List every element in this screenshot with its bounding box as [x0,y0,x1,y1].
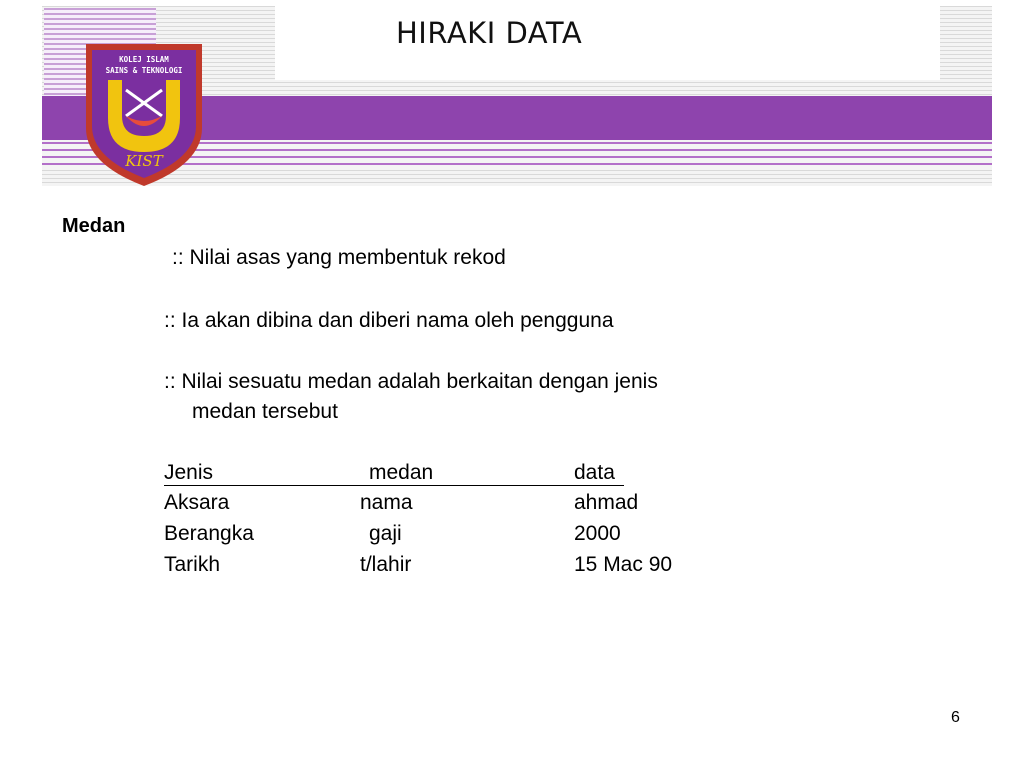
table-cell: nama [360,491,413,514]
bullet-2: :: Ia akan dibina dan diberi nama oleh pengguna [164,309,614,332]
kist-logo-shield [82,40,206,188]
bullet-3-continuation: medan tersebut [192,400,338,423]
logo-line2: SAINS & TEKNOLOGI [105,66,183,75]
logo-line1: KOLEJ ISLAM [119,55,169,64]
table-cell: ahmad [574,491,639,514]
table-cell: 2000 [574,522,621,545]
table-cell: Aksara [164,491,230,514]
bullet-3: :: Nilai sesuatu medan adalah berkaitan dengan jenis [164,370,658,393]
table-header-jenis: Jenis [164,461,214,484]
slide-header [0,0,1024,190]
table-header-underline [164,485,624,486]
table-cell: 15 Mac 90 [574,553,673,576]
table-header-medan: medan [369,461,434,484]
section-heading: Medan [62,215,126,237]
logo-mark: KIST [125,152,163,170]
table-header-data: data [574,461,615,484]
title-box [275,4,940,80]
table-cell: Tarikh [164,553,221,576]
slide-title: HIRAKI DATA [396,16,583,50]
table-cell: gaji [369,522,402,545]
table-cell: Berangka [164,522,254,545]
bullet-1: :: Nilai asas yang membentuk rekod [172,246,506,269]
page-number: 6 [951,709,960,726]
table-cell: t/lahir [360,553,412,576]
